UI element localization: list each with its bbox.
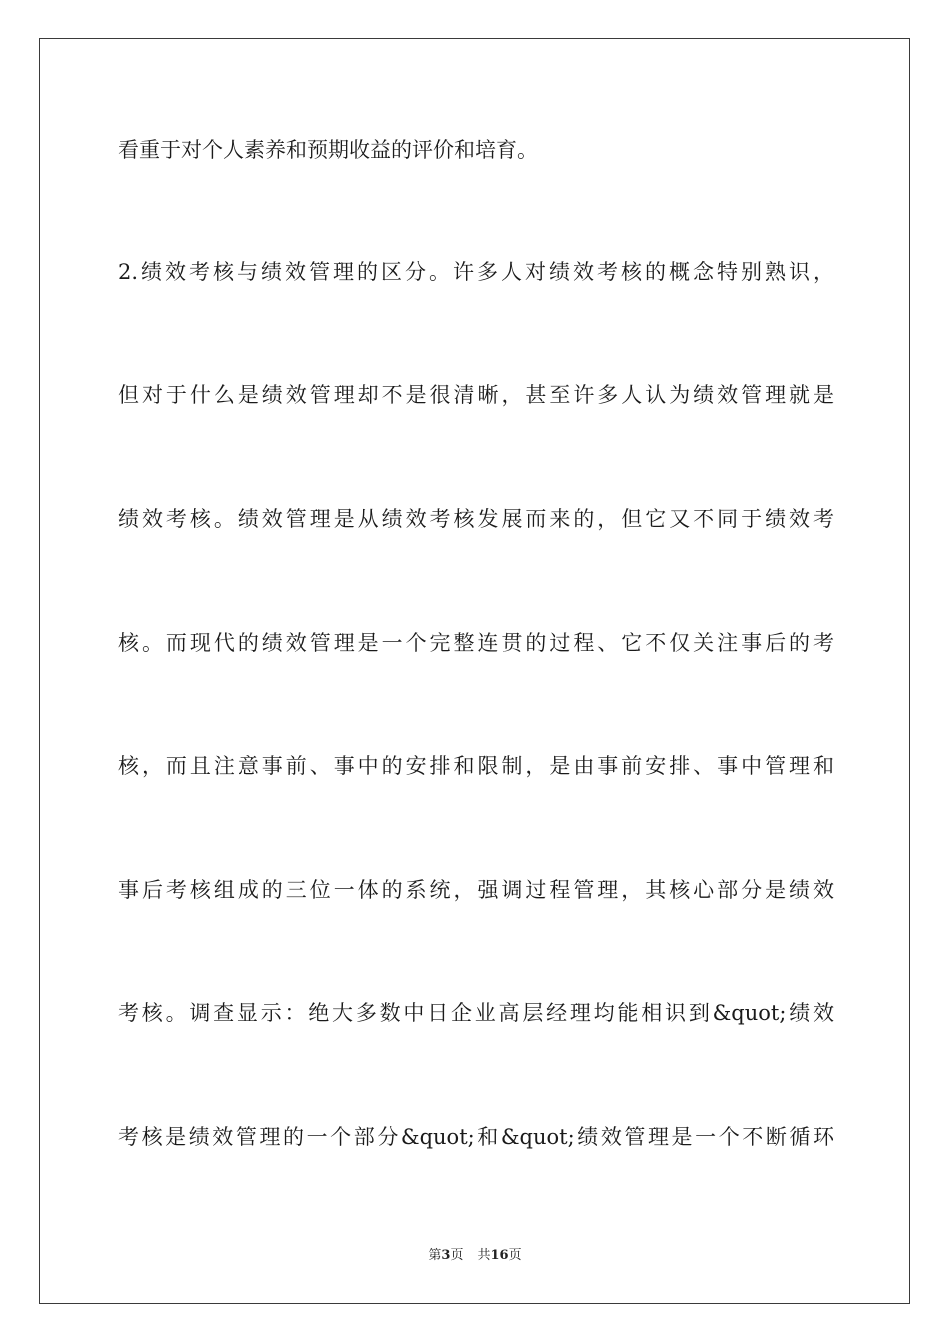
text-line: 核。而现代的绩效管理是一个完整连贯的过程、它不仅关注事后的考 xyxy=(118,631,834,655)
page-label-suffix: 页 xyxy=(450,1248,464,1263)
text-line: 事后考核组成的三位一体的系统，强调过程管理，其核心部分是绩效 xyxy=(118,878,834,902)
page-border xyxy=(39,38,910,1304)
text-line: 2.绩效考核与绩效管理的区分。许多人对绩效考核的概念特别熟识， xyxy=(118,260,834,284)
text-line: 绩效考核。绩效管理是从绩效考核发展而来的，但它又不同于绩效考 xyxy=(118,507,834,531)
text-line: 考核。调查显示：绝大多数中日企业高层经理均能相识到&quot;绩效 xyxy=(118,1001,834,1025)
text-line: 核，而且注意事前、事中的安排和限制，是由事前安排、事中管理和 xyxy=(118,754,834,778)
current-page-number: 3 xyxy=(441,1248,451,1263)
text-line: 考核是绩效管理的一个部分&quot;和&quot;绩效管理是一个不断循环 xyxy=(118,1125,834,1149)
total-label-prefix: 共 xyxy=(477,1248,491,1263)
page-footer xyxy=(0,1247,950,1265)
text-line: 看重于对个人素养和预期收益的评价和培育。 xyxy=(118,138,538,162)
text-line: 但对于什么是绩效管理却不是很清晰，甚至许多人认为绩效管理就是 xyxy=(118,383,834,407)
total-pages-number: 16 xyxy=(490,1248,509,1263)
page-label-prefix: 第 xyxy=(428,1248,442,1263)
total-label-suffix: 页 xyxy=(508,1248,522,1263)
